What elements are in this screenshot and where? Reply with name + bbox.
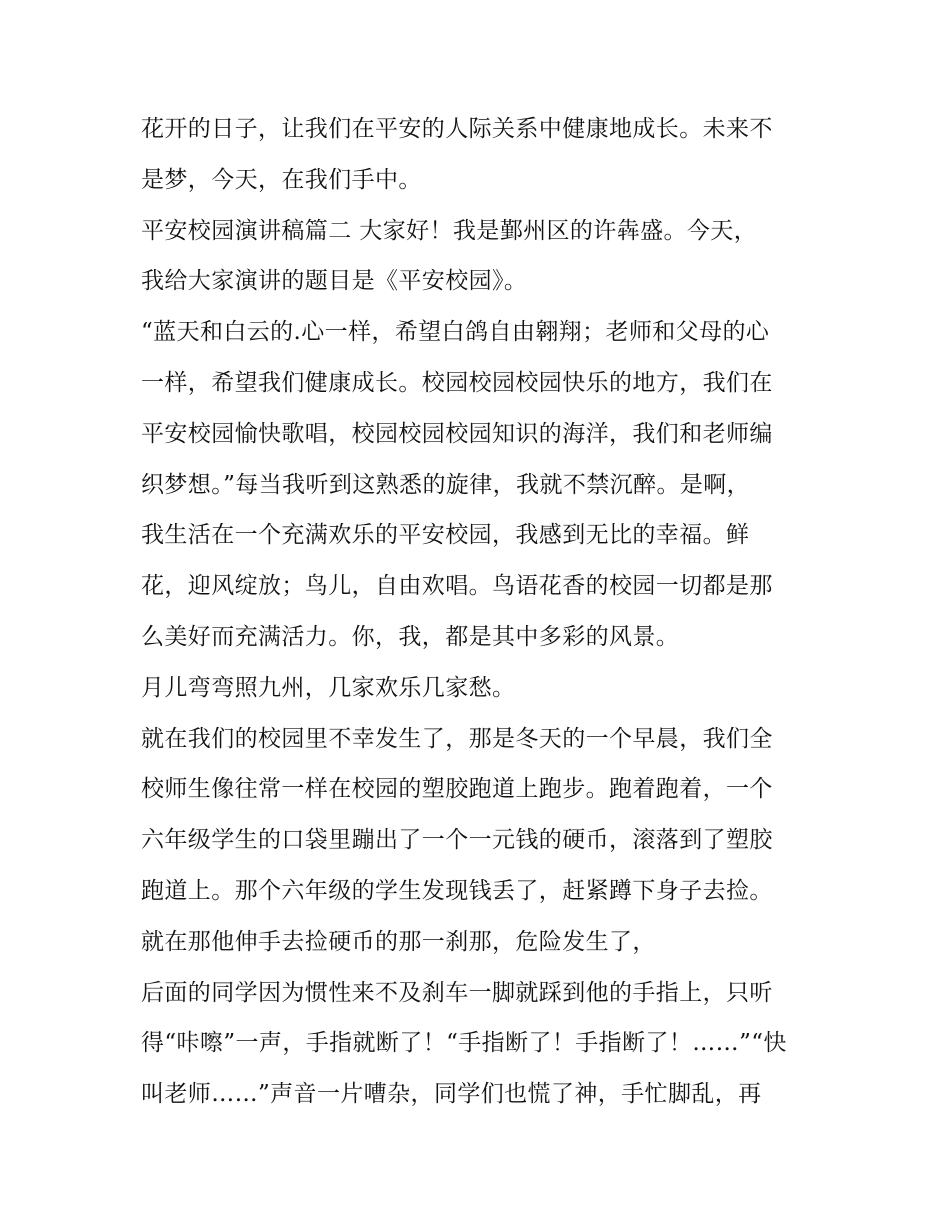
text-line: 就在那他伸手去捡硬币的那一刹那，危险发生了， [141, 928, 656, 955]
text-line: 花开的日子，让我们在平安的人际关系中健康地成长。未来不 [141, 116, 773, 142]
text-line: 叫老师……”声音一片嘈杂，同学们也慌了神，手忙脚乱，再 [141, 1081, 762, 1108]
text-line: 织梦想。”每当我听到这熟悉的旋律，我就不禁沉醉。是啊， [141, 471, 751, 498]
text-line: 一样，希望我们健康成长。校园校园校园快乐的地方，我们在 [141, 369, 773, 396]
text-line: 花，迎风绽放；鸟儿，自由欢唱。鸟语花香的校园一切都是那 [141, 573, 773, 600]
text-line: 是梦，今天，在我们手中。 [141, 166, 422, 193]
text-line: 得“咔嚓”一声，手指就断了！“手指断了！手指断了！……”“快 [141, 1030, 787, 1057]
text-line: 么美好而充满活力。你，我，都是其中多彩的风景。 [141, 623, 680, 650]
text-line: 我生活在一个充满欢乐的平安校园，我感到无比的幸福。鲜 [141, 522, 750, 549]
text-line: 校师生像往常一样在校园的塑胶跑道上跑步。跑着跑着，一个 [141, 776, 773, 803]
text-line: 月儿弯弯照九州，几家欢乐几家愁。 [141, 674, 516, 701]
text-line: 六年级学生的口袋里蹦出了一个一元钱的硬币，滚落到了塑胶 [141, 827, 773, 854]
text-line: 平安校园演讲稿篇二 大家好！我是鄞州区的许犇盛。今天， [141, 217, 758, 244]
body-text [141, 104, 821, 1120]
text-line: 我给大家演讲的题目是《平安校园》。 [141, 268, 528, 295]
text-line: “蓝天和白云的.心一样，希望白鸽自由翱翔；老师和父母的心 [141, 319, 770, 346]
text-line: 跑道上。那个六年级的学生发现钱丢了，赶紧蹲下身子去捡。 [141, 877, 773, 904]
text-line: 就在我们的校园里不幸发生了，那是冬天的一个早晨，我们全 [141, 725, 773, 752]
text-line: 平安校园愉快歌唱，校园校园校园知识的海洋，我们和老师编 [141, 420, 773, 447]
text-line: 后面的同学因为惯性来不及刹车一脚就踩到他的手指上，只听 [141, 979, 773, 1006]
